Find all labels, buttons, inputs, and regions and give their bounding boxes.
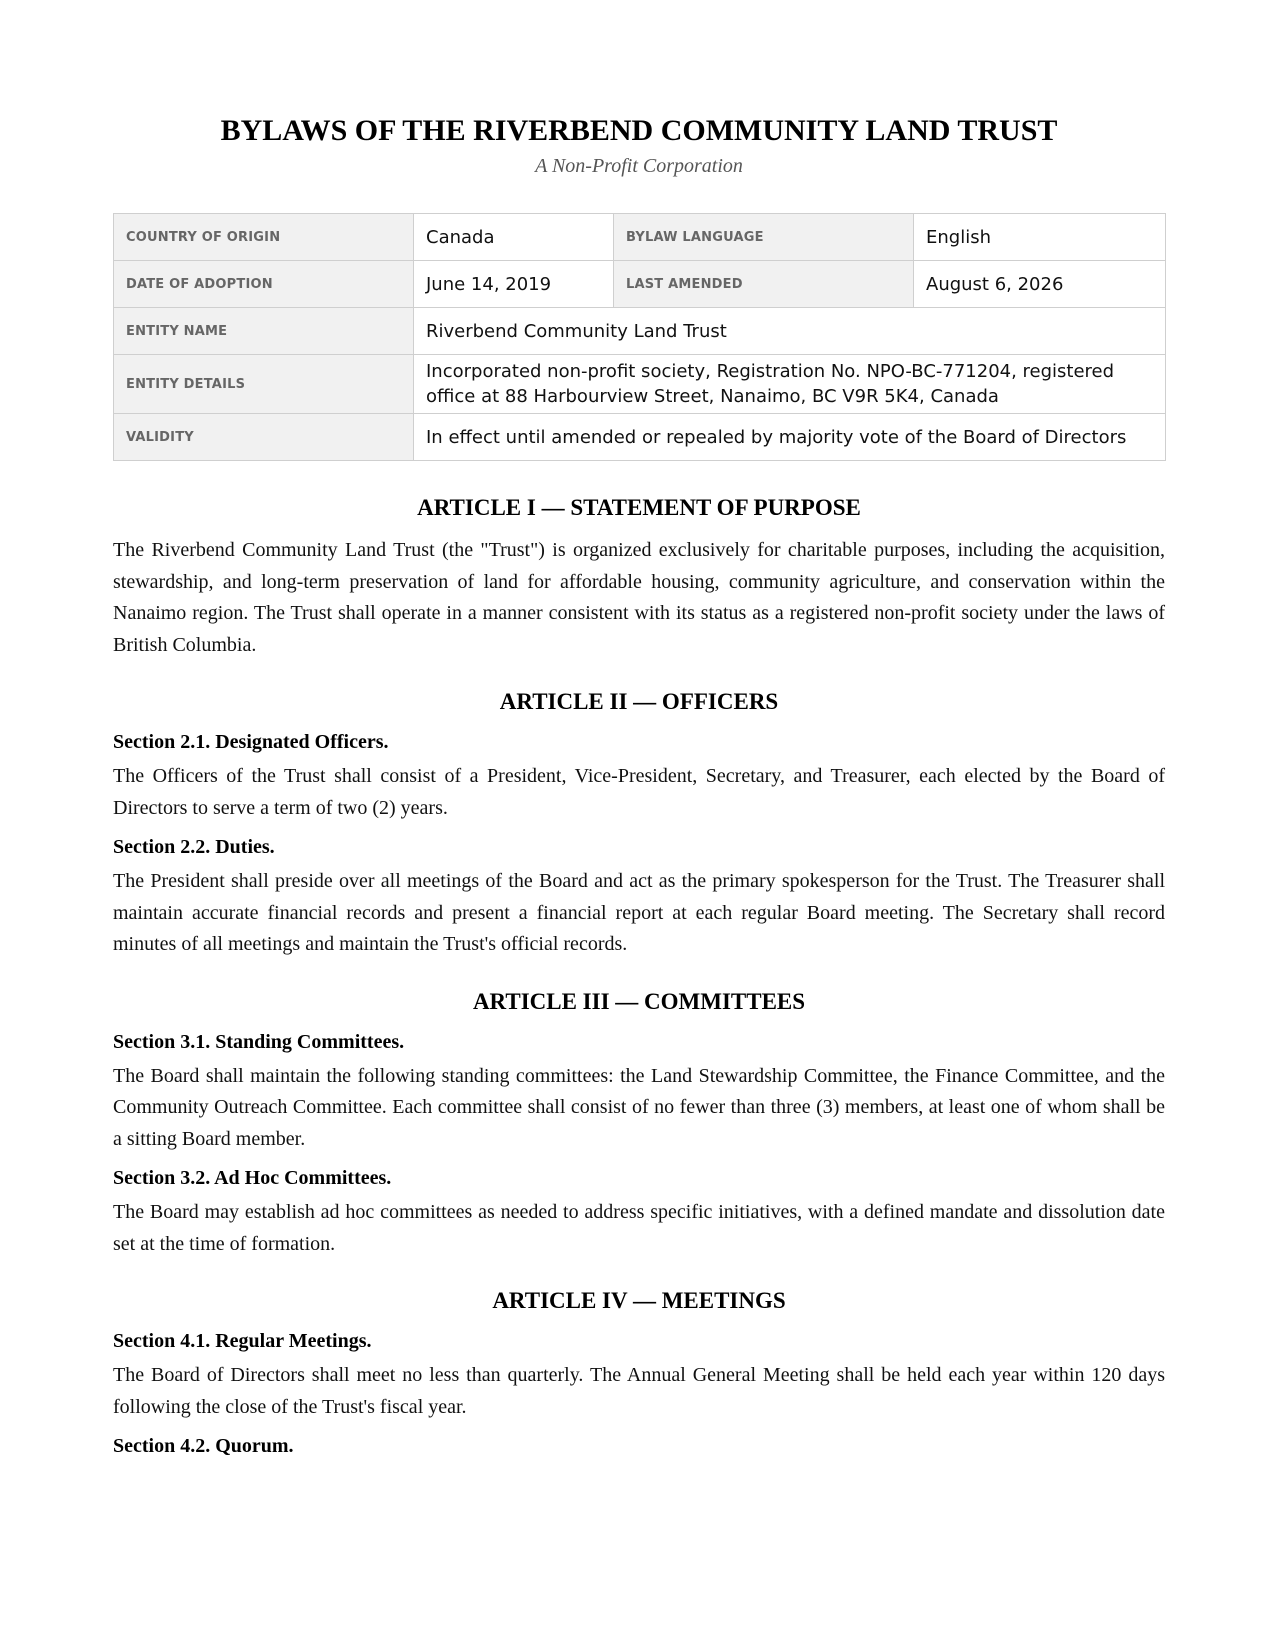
- metadata-row: [114, 355, 1166, 414]
- adoption-value: June 14, 2019: [414, 261, 614, 308]
- section-2-2-body: The President shall preside over all meetings of the Board and act as the primary spokesperson for the Trust. The Treasurer shall maintain accurate financial records and present a financial report at each regular Board meeting. The Secretary shall record minutes of all meetings and maintain the Trust's official records.: [113, 870, 1165, 955]
- language-value: English: [914, 214, 1166, 261]
- section-2-2-title: Section 2.2. Duties.: [113, 836, 275, 858]
- adoption-label: DATE OF ADOPTION: [114, 261, 414, 308]
- metadata-row: [114, 261, 1166, 308]
- language-label: BYLAW LANGUAGE: [614, 214, 914, 261]
- section-2-1-title: Section 2.1. Designated Officers.: [113, 731, 389, 753]
- section-4-2-title: Section 4.2. Quorum.: [113, 1435, 294, 1457]
- validity-value: In effect until amended or repealed by majority vote of the Board of Directors: [414, 414, 1166, 461]
- section-4-1-title: Section 4.1. Regular Meetings.: [113, 1330, 372, 1352]
- section-4-1-body: The Board of Directors shall meet no less than quarterly. The Annual General Meeting shall be held each year within 120 days following the close of the Trust's fiscal year.: [113, 1364, 1165, 1418]
- document-title: BYLAWS OF THE RIVERBEND COMMUNITY LAND TRUST: [220, 114, 1058, 147]
- validity-label: VALIDITY: [114, 414, 414, 461]
- metadata-row: [114, 308, 1166, 355]
- section-3-2-title: Section 3.2. Ad Hoc Committees.: [113, 1167, 392, 1189]
- metadata-row: [114, 214, 1166, 261]
- article-2-heading: ARTICLE II — OFFICERS: [499, 689, 779, 714]
- country-value: Canada: [414, 214, 614, 261]
- article-1-heading: ARTICLE I — STATEMENT OF PURPOSE: [417, 495, 861, 520]
- amended-value: August 6, 2026: [914, 261, 1166, 308]
- section-3-1-title: Section 3.1. Standing Committees.: [113, 1030, 405, 1053]
- article-4-heading: ARTICLE IV — MEETINGS: [492, 1288, 786, 1313]
- entity-details-value: Incorporated non-profit society, Registration No. NPO-BC-771204, registered office at 88 Harbourview Street, Nanaimo, BC V9R 5K4, Canada: [414, 355, 1166, 414]
- document-page: [113, 0, 1165, 1459]
- entity-name-label: ENTITY NAME: [114, 308, 414, 355]
- entity-details-label: ENTITY DETAILS: [114, 355, 414, 414]
- article-1-body: The Riverbend Community Land Trust (the "Trust") is organized exclusively for charitable purposes, including the acquisition, stewardship, and long-term preservation of land for affordable housing, community agriculture, and conservation within the Nanaimo region. The Trust shall operate in a manner consistent with its status as a registered non-profit society under the laws of British Columbia.: [113, 539, 1165, 656]
- document-subtitle: A Non-Profit Corporation: [535, 155, 743, 177]
- section-2-1-body: The Officers of the Trust shall consist of a President, Vice-President, Secretary, and Treasurer, each elected by the Board of Directors to serve a term of two (2) years.: [113, 765, 1165, 819]
- entity-name-value: Riverbend Community Land Trust: [414, 308, 1166, 355]
- section-3-2-body: The Board may establish ad hoc committees as needed to address specific initiatives, with a defined mandate and dissolution date set at the time of formation.: [113, 1201, 1165, 1255]
- section-3-1-body: The Board shall maintain the following standing committees: the Land Stewardship Committee, the Finance Committee, and the Community Outreach Committee. Each committee shall consist of no fewer than three (3) members, at least one of whom shall be a sitting Board member.: [113, 1064, 1165, 1150]
- metadata-row: [114, 414, 1166, 461]
- country-label: COUNTRY OF ORIGIN: [114, 214, 414, 261]
- amended-label: LAST AMENDED: [614, 261, 914, 308]
- metadata-table: [113, 213, 1166, 461]
- article-3-heading: ARTICLE III — COMMITTEES: [472, 988, 806, 1014]
